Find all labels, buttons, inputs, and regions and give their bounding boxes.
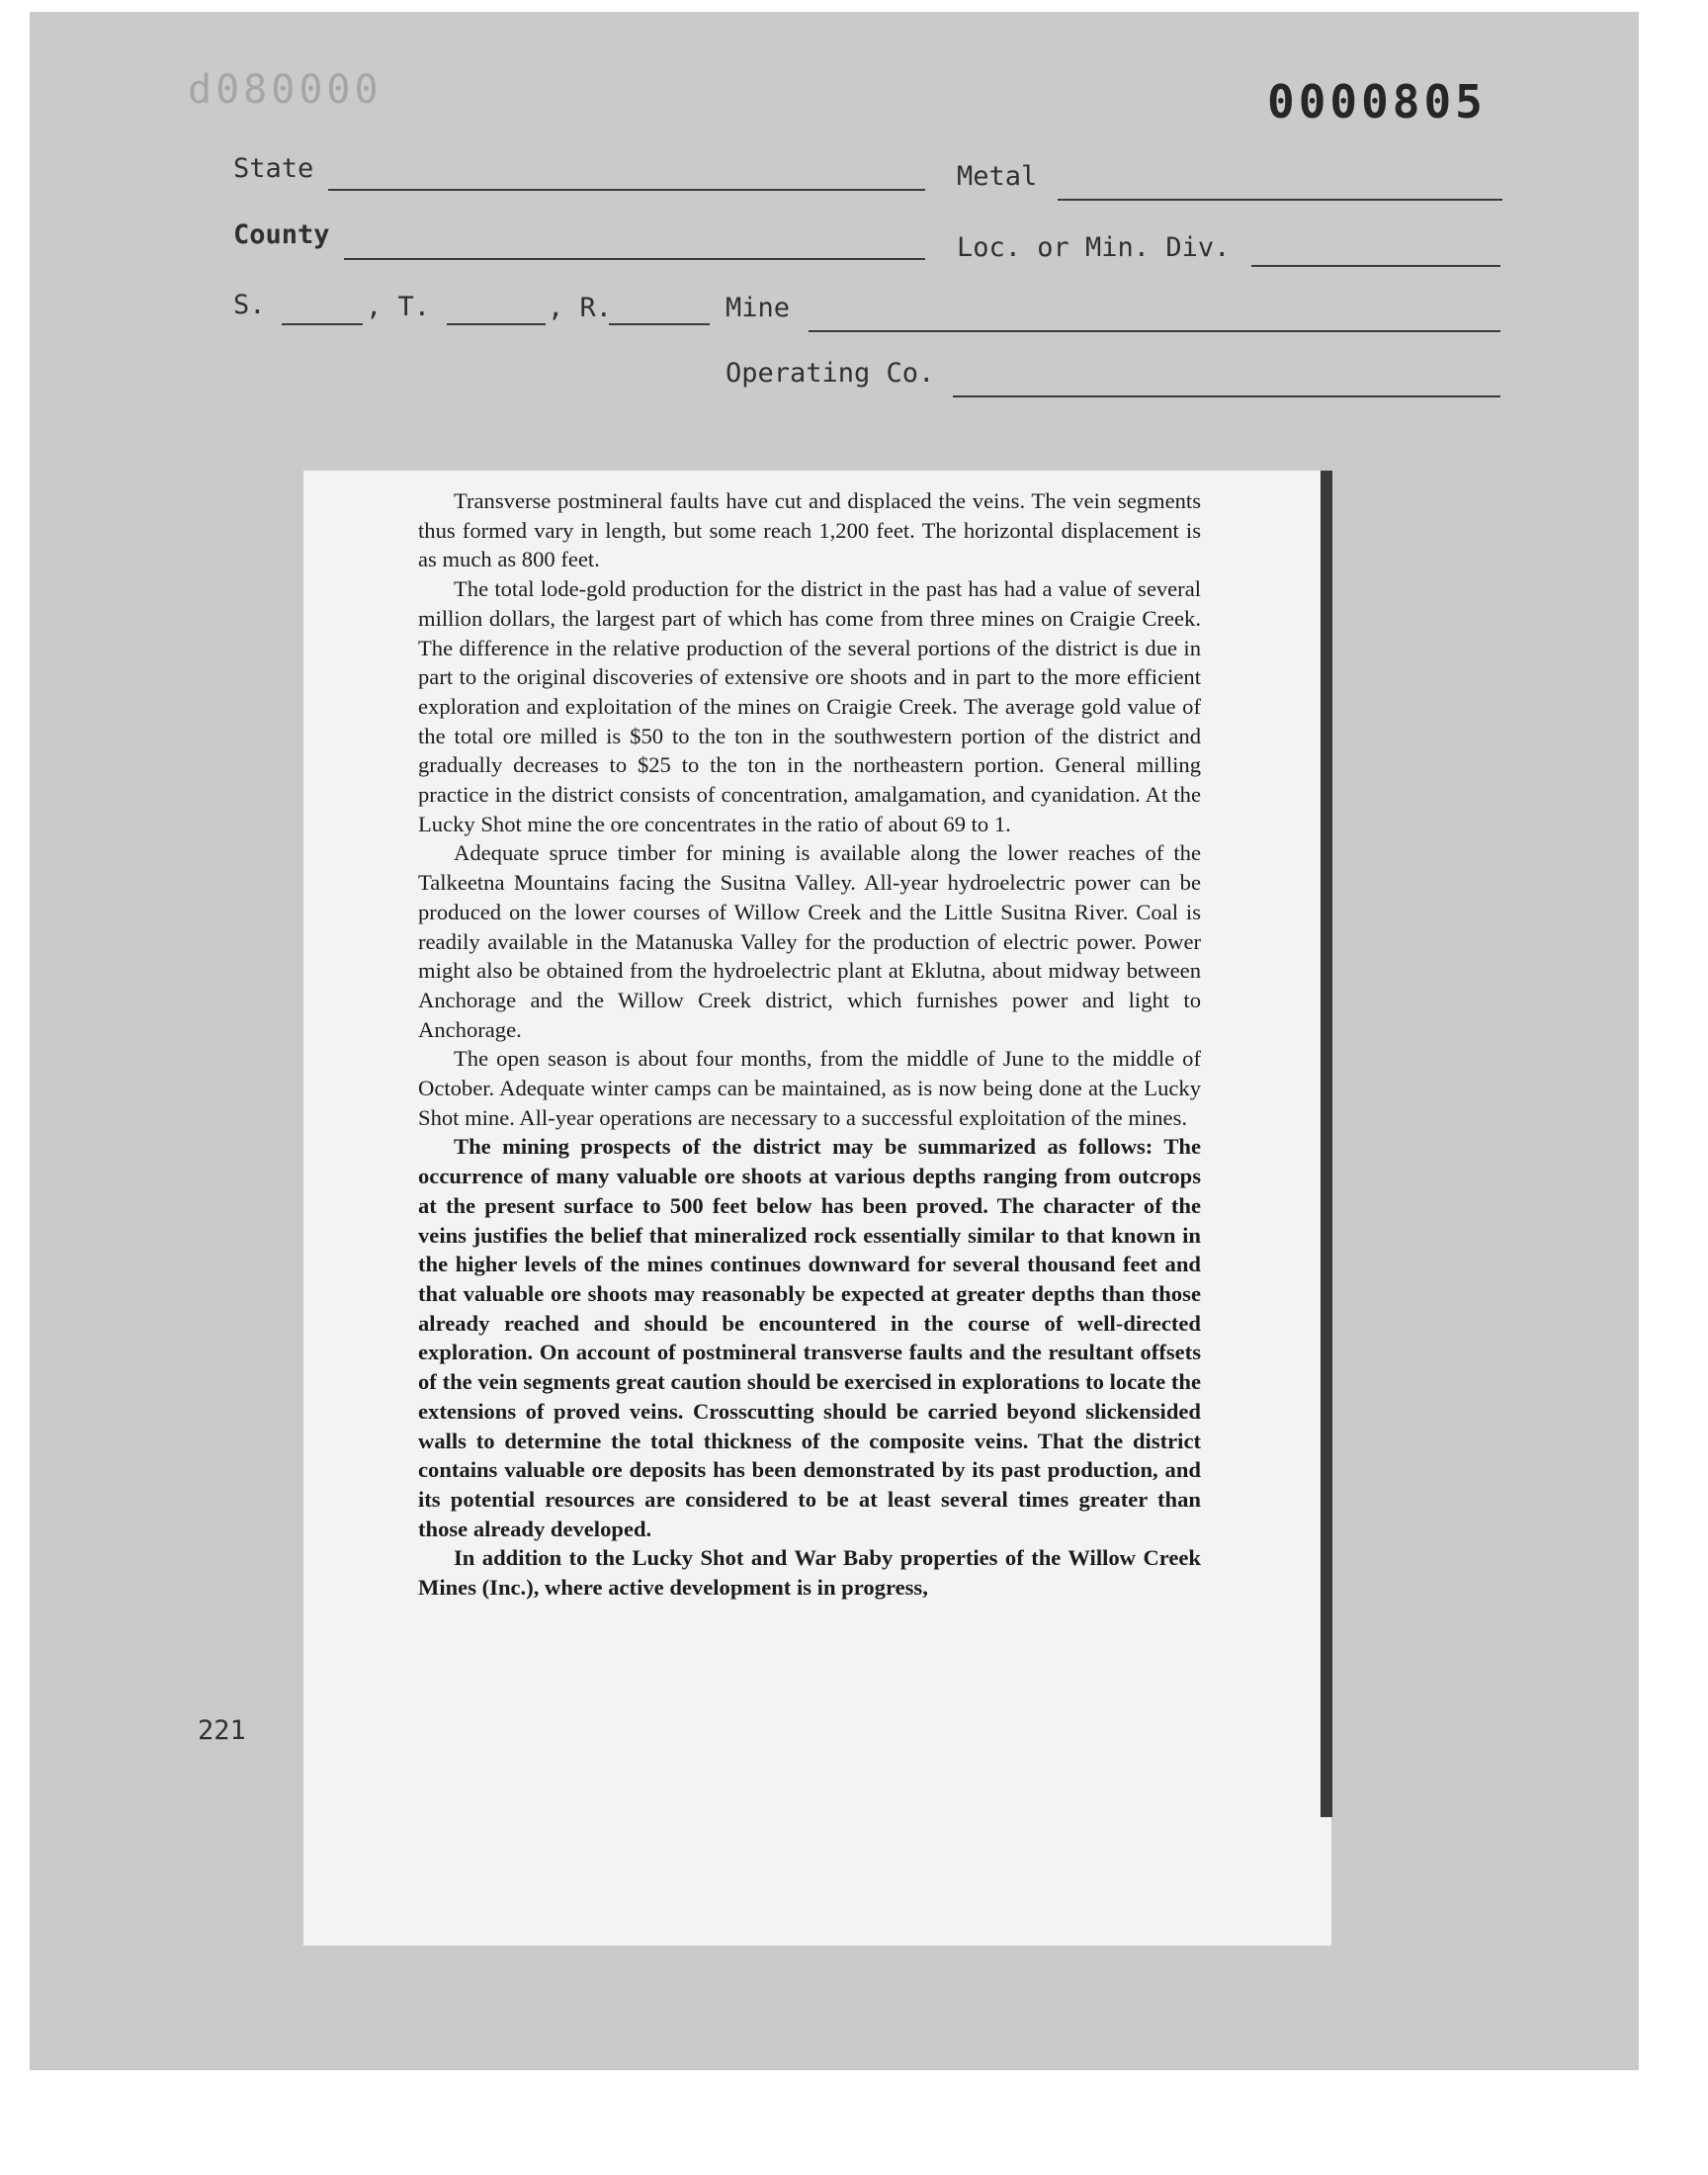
township-label: , T. <box>366 292 431 322</box>
loc-field-line <box>1251 265 1500 267</box>
metal-field-line <box>1058 199 1502 201</box>
section-label: S. <box>233 290 266 320</box>
faint-stamp-number: d080000 <box>188 67 383 113</box>
paragraph-timber-power: Adequate spruce timber for mining is available along the lower reaches of the Talkeetna Mountains facing the Susitna Valley. All-year hydroelectric power can be produced on the lower courses of Willow Creek and the Little Susitna River. Coal is readily available in the Matanuska Valley for the production of electric power. Power might also be obtained from the hydroelectric plant at Eklutna, about midway between Anchorage and the Willow Creek district, which furnishes power and light to Anchorage. <box>418 840 1201 1042</box>
loc-label: Loc. or Min. Div. <box>957 232 1231 263</box>
mine-label: Mine <box>726 293 791 323</box>
mine-field-line <box>809 330 1500 332</box>
state-field-line <box>328 189 925 191</box>
paragraph-addition: In addition to the Lucky Shot and War Baby properties of the Willow Creek Mines (Inc.), where active development is in progress, <box>418 1545 1201 1601</box>
paragraph-production: The total lode-gold production for the district in the past has had a value of several million dollars, the largest part of which has come from three mines on Craigie Creek. The difference in the relative production of the several portions of the district is due in part to the original discoveries of extensive ore shoots and in part to the more efficient exploration and exploitation of the mines on Craigie Creek. The average gold value of the total ore milled is $50 to the ton in the southwestern portion of the district and gradually decreases to $25 to the ton in the northeastern portion. General milling practice in the district consists of concentration, amalgamation, and cyanidation. At the Lucky Shot mine the ore concentrates in the ratio of about 69 to 1. <box>418 576 1201 836</box>
paragraph-season: The open season is about four months, from the middle of June to the middle of October. Adequate winter camps can be maintained, as is now being done at the Lucky Shot mine. All-year operations are necessary to a successful exploitation of the mines. <box>418 1046 1201 1130</box>
state-label: State <box>233 153 314 184</box>
operating-co-label: Operating Co. <box>726 358 935 389</box>
article-text <box>418 486 1201 1603</box>
page-number: 221 <box>198 1715 246 1746</box>
county-field-line <box>344 258 925 260</box>
paragraph-faults: Transverse postmineral faults have cut and displaced the veins. The vein segments thus formed vary in length, but some reach 1,200 feet. The horizontal displacement is as much as 800 feet. <box>418 488 1201 572</box>
clipping-edge-shadow <box>1321 471 1332 1817</box>
range-label: , R. <box>548 293 613 323</box>
range-field-line <box>609 323 710 325</box>
township-field-line <box>447 323 546 325</box>
paragraph-prospects: The mining prospects of the district may be summarized as follows: The occurrence of many valuable ore shoots at various depths ranging from outcrops at the present surface to 500 feet below has been proved. The character of the veins justifies the belief that mineralized rock essentially similar to that known in the higher levels of the mines continues downward for several thousand feet and that valuable ore shoots may reasonably be expected at greater depths than those already reached and should be encountered in the course of well-directed exploration. On account of postmineral transverse faults and the resultant offsets of the vein segments great caution should be exercised in explorations to locate the extensions of proved veins. Crosscutting should be carried beyond slickensided walls to determine the total thickness of the composite veins. That the district contains valuable ore deposits has been demonstrated by its past production, and its potential resources are considered to be at least several times greater than those already developed. <box>418 1134 1201 1541</box>
section-field-line <box>282 323 363 325</box>
metal-label: Metal <box>957 161 1038 192</box>
county-label: County <box>233 219 330 250</box>
operating-co-field-line <box>953 395 1500 397</box>
document-number: 0000805 <box>1267 75 1487 129</box>
